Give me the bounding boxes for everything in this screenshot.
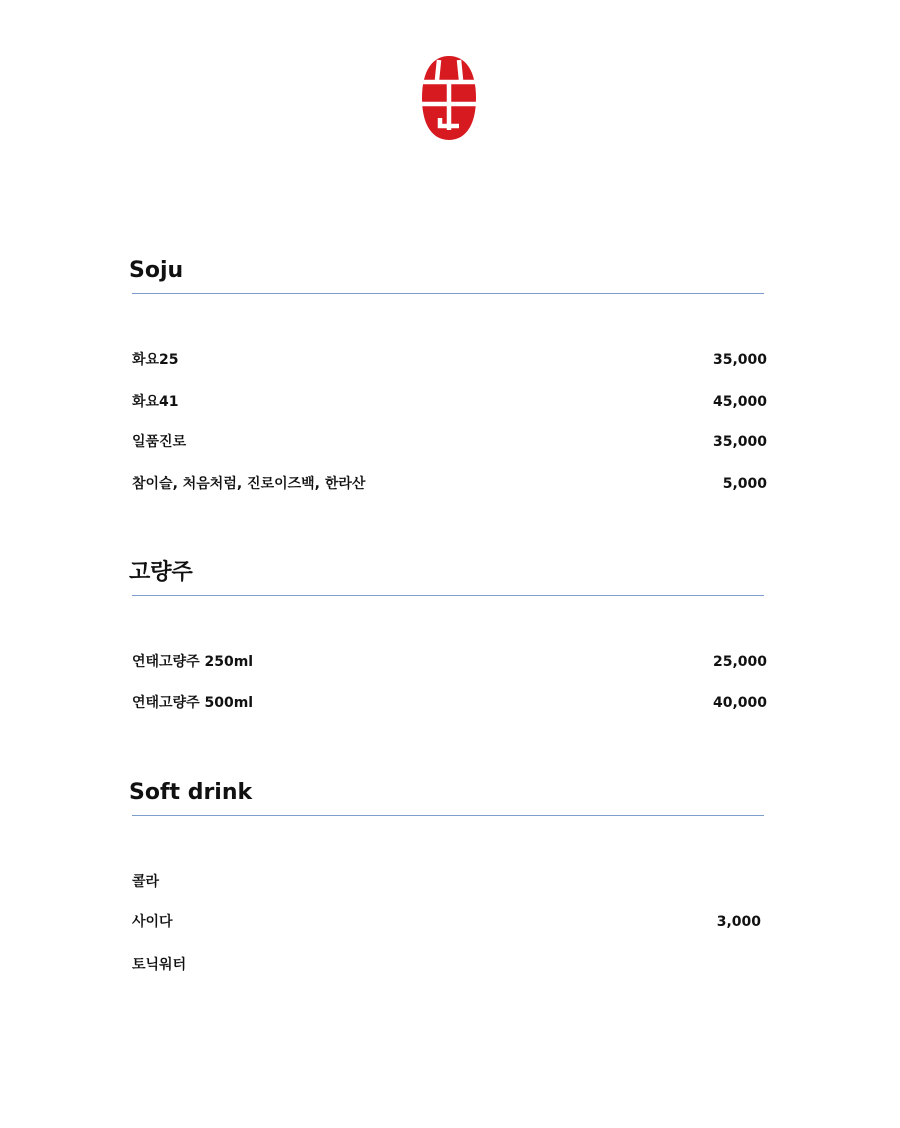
menu-item <box>132 431 767 453</box>
section-divider <box>132 595 764 596</box>
menu-item <box>132 349 767 371</box>
menu-item <box>132 473 767 495</box>
menu-item <box>132 651 767 673</box>
item-name: 토닉워터 <box>132 957 187 973</box>
item-name: 사이다 <box>132 914 173 930</box>
menu-item <box>132 391 767 413</box>
item-name: 참이슬, 처음처럼, 진로이즈백, 한라산 <box>132 476 366 492</box>
item-name: 일품진로 <box>132 434 187 450</box>
item-name: 화요25 <box>132 352 179 368</box>
item-price: 35,000 <box>712 352 767 368</box>
item-price: 3,000 <box>716 914 761 930</box>
item-name: 화요41 <box>132 394 179 410</box>
item-price: 45,000 <box>712 394 767 410</box>
item-name: 연태고량주 250ml <box>132 654 254 670</box>
menu-item <box>132 954 761 976</box>
section-title: Soft drink <box>129 780 253 805</box>
menu-item <box>132 692 767 714</box>
section-divider <box>132 293 764 294</box>
item-price: 5,000 <box>722 476 767 492</box>
menu-item <box>132 871 761 893</box>
menu-item <box>132 911 761 933</box>
item-name: 콜라 <box>132 874 160 890</box>
section-title: Soju <box>129 258 184 283</box>
item-price: 25,000 <box>712 654 767 670</box>
item-price: 35,000 <box>712 434 767 450</box>
restaurant-logo-icon <box>418 54 480 142</box>
section-divider <box>132 815 764 816</box>
item-name: 연태고량주 500ml <box>132 695 254 711</box>
section-title: 고량주 <box>129 560 193 585</box>
item-price: 40,000 <box>712 695 767 711</box>
